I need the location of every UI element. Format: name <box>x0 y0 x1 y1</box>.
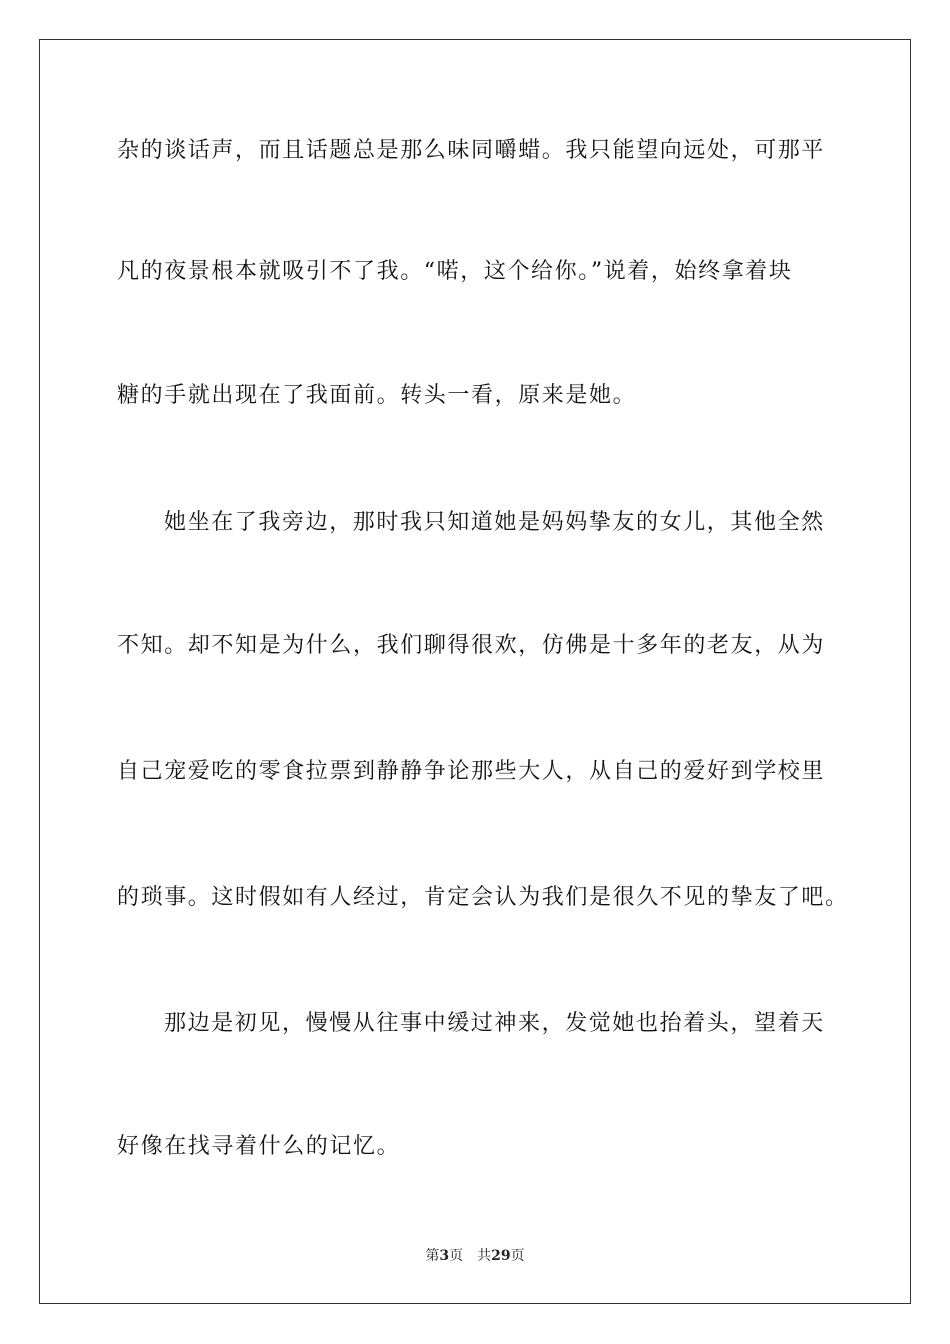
page-footer <box>0 1247 950 1265</box>
page-border <box>39 39 911 1304</box>
text-line-5: 不知。却不知是为什么，我们聊得很欢，仿佛是十多年的老友，从为 <box>117 633 826 658</box>
text-line-3: 糖的手就出现在了我面前。转头一看，原来是她。 <box>117 383 637 408</box>
text-line-7: 的琐事。这时假如有人经过，肯定会认为我们是很久不见的挚友了吧。 <box>117 885 849 910</box>
paragraph-start-line-8: 那边是初见，慢慢从往事中缓过神来，发觉她也抬着头，望着天 <box>164 1011 825 1036</box>
text-line-6: 自己宠爱吃的零食拉票到静静争论那些大人，从自己的爱好到学校里 <box>117 759 826 784</box>
total-suffix: 页 <box>510 1248 525 1264</box>
total-pages: 29 <box>491 1248 511 1264</box>
text-line-2: 凡的夜景根本就吸引不了我。“喏，这个给你。”说着，始终拿着块 <box>117 259 793 284</box>
page-prefix: 第 <box>425 1248 440 1264</box>
paragraph-start-line-4: 她坐在了我旁边，那时我只知道她是妈妈挚友的女儿，其他全然 <box>164 510 825 535</box>
page-suffix: 页 <box>449 1248 464 1264</box>
text-line-1: 杂的谈话声，而且话题总是那么味同嚼蜡。我只能望向远处，可那平 <box>117 138 826 163</box>
page-number: 3 <box>439 1248 450 1264</box>
total-prefix: 共 <box>477 1248 492 1264</box>
text-line-9: 好像在找寻着什么的记忆。 <box>117 1134 401 1159</box>
